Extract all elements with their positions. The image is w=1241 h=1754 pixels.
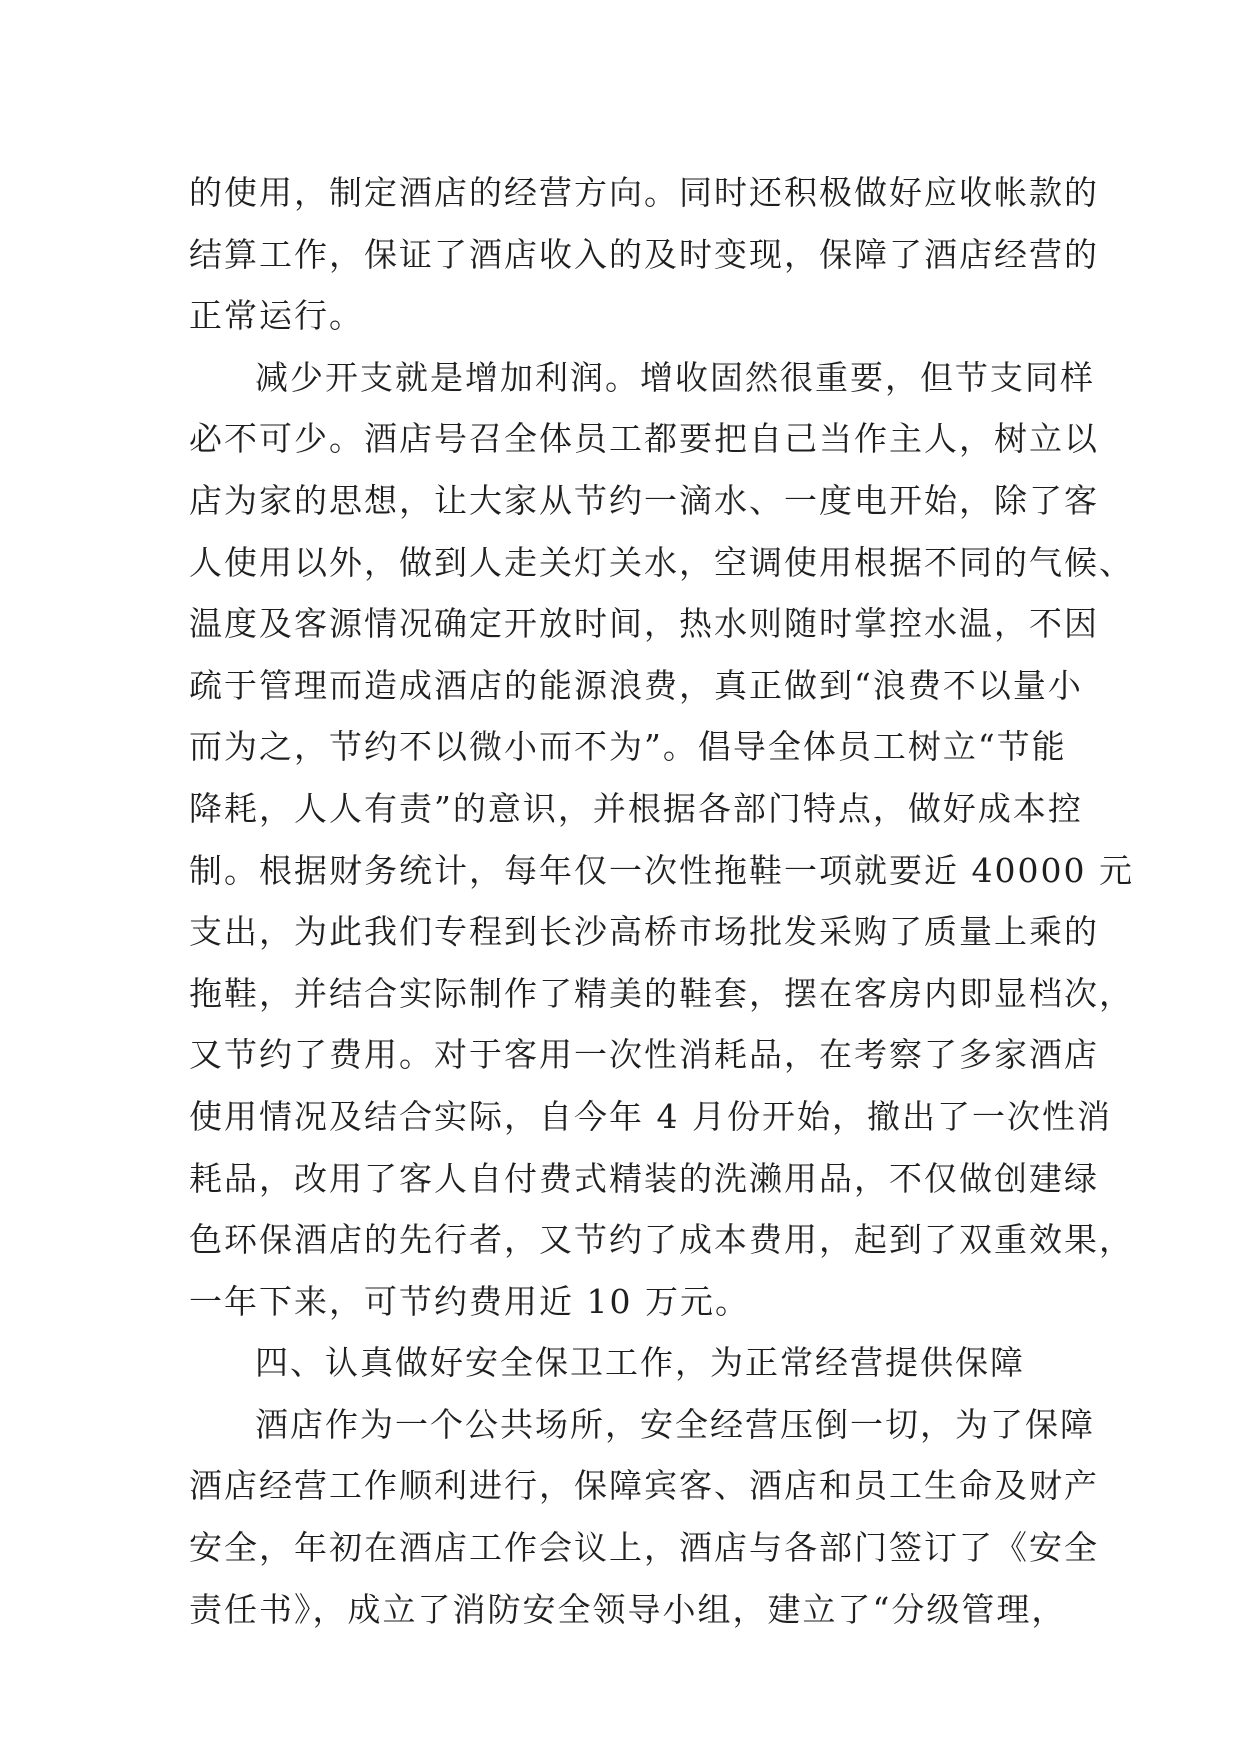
- text-line: 降耗，人人有责”的意识，并根据各部门特点，做好成本控: [189, 788, 1083, 828]
- text-line: 店为家的思想，让大家从节约一滴水、一度电开始，除了客: [189, 480, 1099, 520]
- text-line: 疏于管理而造成酒店的能源浪费，真正做到“浪费不以量小: [189, 665, 1083, 705]
- document-body-text: [189, 162, 1134, 1640]
- text-line: 责任书》，成立了消防安全领导小组，建立了“分级管理，: [189, 1589, 1067, 1629]
- text-line: 酒店作为一个公共场所，安全经营压倒一切，为了保障: [255, 1404, 1095, 1444]
- text-line: 安全，年初在酒店工作会议上，酒店与各部门签订了《安全: [189, 1528, 1099, 1568]
- text-line: 温度及客源情况确定开放时间，热水则随时掌控水温，不因: [189, 604, 1099, 644]
- text-line: 必不可少。酒店号召全体员工都要把自己当作主人，树立以: [189, 419, 1099, 459]
- text-line: 四、认真做好安全保卫工作，为正常经营提供保障: [255, 1343, 1025, 1383]
- text-line: 减少开支就是增加利润。增收固然很重要，但节支同样: [255, 357, 1095, 397]
- text-line: 的使用，制定酒店的经营方向。同时还积极做好应收帐款的: [189, 173, 1099, 212]
- text-line: 正常运行。: [189, 296, 364, 336]
- text-line: 酒店经营工作顺利进行，保障宾客、酒店和员工生命及财产: [189, 1466, 1099, 1506]
- text-line: 制。根据财务统计，每年仅一次性拖鞋一项就要近 40000 元: [189, 850, 1134, 890]
- text-line: 色环保酒店的先行者，又节约了成本费用，起到了双重效果，: [189, 1220, 1134, 1260]
- text-line: 而为之，节约不以微小而不为”。倡导全体员工树立“节能: [189, 727, 1067, 767]
- text-line: 拖鞋，并结合实际制作了精美的鞋套，摆在客房内即显档次，: [189, 973, 1134, 1013]
- text-line: 支出，为此我们专程到长沙高桥市场批发采购了质量上乘的: [189, 912, 1099, 952]
- text-line: 一年下来，可节约费用近 10 万元。: [189, 1281, 750, 1321]
- text-line: 人使用以外，做到人走关灯关水，空调使用根据不同的气候、: [189, 542, 1134, 582]
- text-line: 又节约了费用。对于客用一次性消耗品，在考察了多家酒店: [189, 1035, 1099, 1075]
- text-line: 结算工作，保证了酒店收入的及时变现，保障了酒店经营的: [189, 234, 1099, 274]
- text-line: 使用情况及结合实际，自今年 4 月份开始，撤出了一次性消: [189, 1096, 1112, 1136]
- text-line: 耗品，改用了客人自付费式精装的洗濑用品，不仅做创建绿: [189, 1158, 1099, 1198]
